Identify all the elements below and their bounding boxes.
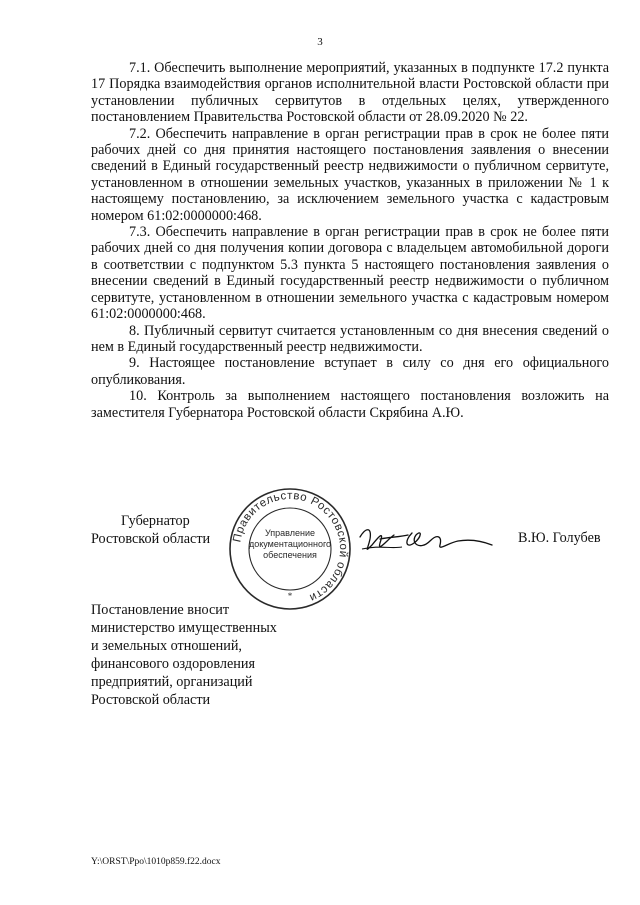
handwritten-signature (350, 515, 500, 565)
introducer-block (91, 601, 311, 709)
signatory-title (91, 512, 241, 548)
seal-center-line2: документационного (248, 539, 332, 549)
paragraph-7-2: 7.2. Обеспечить направление в орган регистрации прав в срок не более пяти рабочих дней со дня принятия настоящего постановления заявления о внесении сведений в Единый государственный реестр недвижимости о публичном сервитуте, установленном в отношении земельных участков, указанных в приложении № 1 к настоящему постановлению, за исключением земельного участка с кадастровым номером 61:02:0000000:468. (91, 125, 609, 224)
document-body (91, 60, 609, 421)
footer-file-path: Y:\ORST\Ppo\1010p859.f22.docx (91, 857, 221, 867)
seal-center-line3: обеспечения (263, 550, 317, 560)
seal-ring-text: Правительство Ростовской области (231, 489, 350, 604)
paragraph-9: 9. Настоящее постановление вступает в силу со дня его официального опубликования. (91, 355, 609, 388)
introducer-line3: и земельных отношений, (91, 638, 242, 654)
seal-center-text (248, 528, 332, 561)
signatory-name: В.Ю. Голубев (518, 530, 601, 546)
paragraph-7-1: 7.1. Обеспечить выполнение мероприятий, указанных в подпункте 17.2 пункта 17 Порядка взаимодействия органов исполнительной власти Ростовской области при установлении публичных сервитутов в отдельных целях, утвержденного постановлением Правительства Ростовской области от 28.09.2020 № 22. (91, 60, 609, 126)
paragraph-7-3: 7.3. Обеспечить направление в орган регистрации прав в срок не более пяти рабочих дней со дня получения копии договора с владельцем автомобильной дороги в соответствии с подпунктом 5.3 пункта 5 настоящего постановления заявления о внесении сведений в Единый государственный реестр недвижимости о публичном сервитуте, установленном в отношении земельного участка с кадастровым номером 61:02:0000000:468. (91, 224, 609, 323)
page-number: 3 (317, 36, 323, 48)
svg-text:*: * (287, 591, 293, 601)
signatory-title-line2: Ростовской области (91, 531, 211, 547)
paragraph-8: 8. Публичный сервитут считается установленным со дня внесения сведений о нем в Единый государственный реестр недвижимости. (91, 322, 609, 355)
introducer-line2: министерство имущественных (91, 620, 277, 636)
paragraph-10: 10. Контроль за выполнением настоящего постановления возложить на заместителя Губернатора Ростовской области Скрябина А.Ю. (91, 388, 609, 421)
seal-center-line1: Управление (264, 528, 316, 538)
introducer-line6: Ростовской области (91, 692, 211, 708)
introducer-line4: финансового оздоровления (91, 656, 256, 672)
signatory-title-line1: Губернатор (121, 513, 190, 529)
introducer-line5: предприятий, организаций (91, 674, 253, 690)
introducer-line1: Постановление вносит (91, 602, 230, 618)
